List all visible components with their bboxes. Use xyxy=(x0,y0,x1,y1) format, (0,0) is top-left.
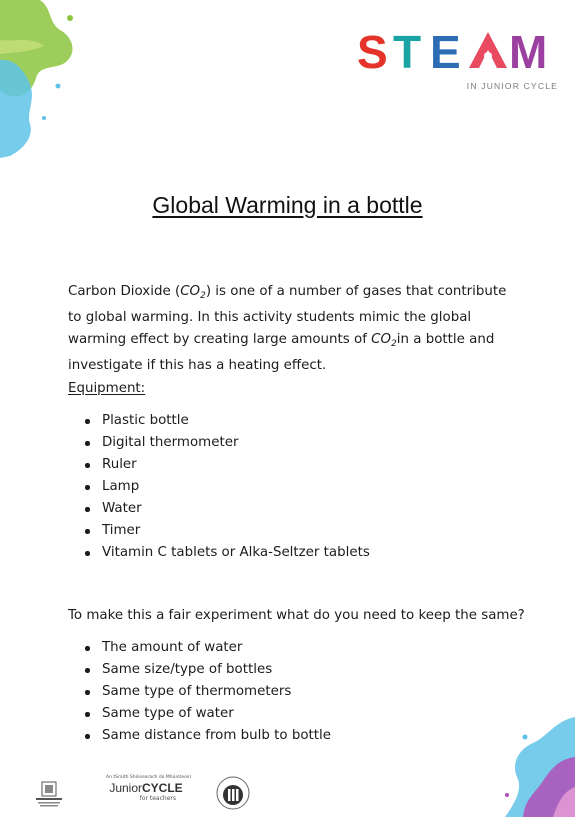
list-item: Digital thermometer xyxy=(82,432,370,454)
intro-text-a: Carbon Dioxide ( xyxy=(68,284,181,299)
steam-subtitle: IN JUNIOR CYCLE xyxy=(466,81,558,91)
equipment-heading: Equipment: xyxy=(68,381,146,396)
equipment-list xyxy=(82,410,370,564)
steam-wordmark xyxy=(357,28,562,74)
list-item: Same type of thermometers xyxy=(82,681,331,703)
steam-letter-a xyxy=(469,32,507,68)
steam-letter-m: M xyxy=(509,28,548,74)
list-item: Same type of water xyxy=(82,703,331,725)
list-item: Vitamin C tablets or Alka-Seltzer tablets xyxy=(82,542,370,564)
paint-splash-top-left xyxy=(0,0,80,160)
list-item: Timer xyxy=(82,520,370,542)
list-item: Lamp xyxy=(82,476,370,498)
steam-logo xyxy=(357,28,562,94)
list-item: Ruler xyxy=(82,454,370,476)
fair-test-question: To make this a fair experiment what do you need to keep the same? xyxy=(68,608,525,623)
co2-formula-2: $CO_2$ xyxy=(371,332,397,349)
paint-splash-bottom-right xyxy=(455,707,575,817)
list-item: Water xyxy=(82,498,370,520)
steam-letter-t: T xyxy=(393,28,422,74)
intro-paragraph xyxy=(68,281,518,377)
department-crest-logo xyxy=(34,780,64,808)
steam-letter-e: E xyxy=(430,28,461,74)
fair-test-list xyxy=(82,637,331,747)
jc-name: JuniorCYCLE xyxy=(109,781,183,795)
junior-cycle-for-teachers-logo xyxy=(106,775,192,809)
circular-seal-logo xyxy=(215,775,251,811)
list-item: Same size/type of bottles xyxy=(82,659,331,681)
jc-for-teachers: for teachers xyxy=(139,795,176,802)
jc-irish-tagline: An tSraith Shóisearach do Mhúinteoirí xyxy=(106,775,192,780)
co2-formula: $CO_2$ xyxy=(180,284,206,301)
intro-text-b: ) is one of a number of gases that contribute to global warming. In this activity students mimic the global warming effect by creating large amounts of xyxy=(68,284,507,347)
steam-letter-s: S xyxy=(357,28,388,74)
list-item: The amount of water xyxy=(82,637,331,659)
list-item: Plastic bottle xyxy=(82,410,370,432)
intro-text-c: in a bottle and investigate if this has a heating effect. xyxy=(68,332,495,373)
list-item: Same distance from bulb to bottle xyxy=(82,725,331,747)
page-title: Global Warming in a bottle xyxy=(152,192,423,218)
